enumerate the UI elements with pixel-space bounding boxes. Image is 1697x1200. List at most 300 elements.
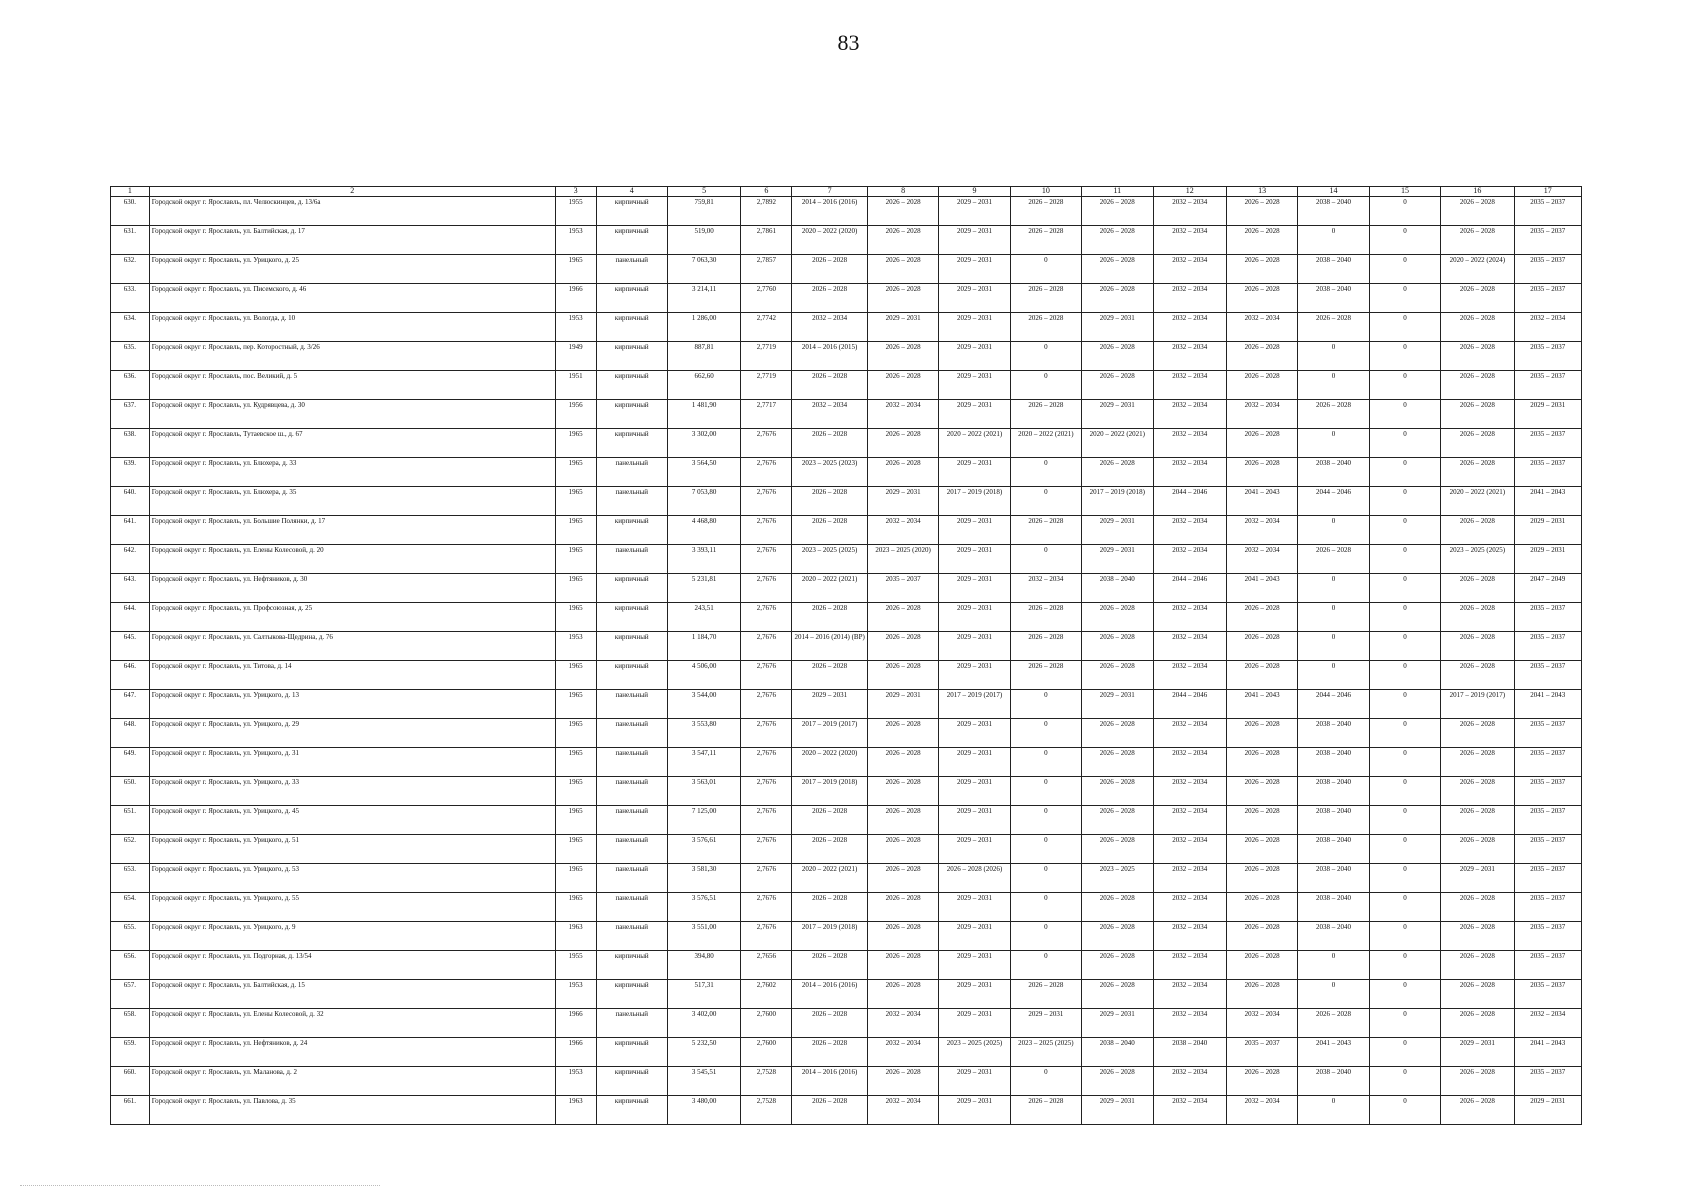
table-cell: 2026 – 2028 <box>1226 371 1297 400</box>
table-cell: 2026 – 2028 <box>1010 980 1081 1009</box>
table-row <box>111 1067 1582 1096</box>
address-cell: Городской округ г. Ярославль, ул. Блюхера, д. 35 <box>149 487 555 516</box>
table-cell: 2026 – 2028 <box>1441 429 1514 458</box>
table-cell: 1965 <box>555 429 596 458</box>
table-cell: 2020 – 2022 (2021) <box>792 864 867 893</box>
table-cell: 2029 – 2031 <box>939 603 1010 632</box>
table-cell: 3 551,00 <box>667 922 740 951</box>
table-cell: 0 <box>1369 313 1440 342</box>
table-cell: 2032 – 2034 <box>867 1009 938 1038</box>
address-cell: Городской округ г. Ярославль, ул. Урицкого, д. 45 <box>149 806 555 835</box>
table-cell: 0 <box>1010 719 1081 748</box>
table-cell: 2032 – 2034 <box>1153 516 1226 545</box>
table-cell: кирпичный <box>596 342 667 371</box>
table-cell: 0 <box>1298 980 1369 1009</box>
table-cell: 2026 – 2028 <box>1082 777 1153 806</box>
table-cell: кирпичный <box>596 313 667 342</box>
row-number-cell: 658. <box>111 1009 150 1038</box>
table-cell: 2026 – 2028 <box>867 748 938 777</box>
table-cell: 2029 – 2031 <box>939 1009 1010 1038</box>
table-cell: 2,7602 <box>741 980 792 1009</box>
table-row <box>111 226 1582 255</box>
table-cell: 2020 – 2022 (2021) <box>1441 487 1514 516</box>
table-cell: 2026 – 2028 <box>1226 719 1297 748</box>
table-cell: 0 <box>1369 487 1440 516</box>
table-cell: 2032 – 2034 <box>867 400 938 429</box>
table-cell: 1965 <box>555 777 596 806</box>
table-cell: 2026 – 2028 <box>792 516 867 545</box>
table-cell: панельный <box>596 864 667 893</box>
table-cell: 0 <box>1298 516 1369 545</box>
table-cell: 2026 – 2028 <box>1082 1067 1153 1096</box>
table-row <box>111 1038 1582 1067</box>
table-cell: 2032 – 2034 <box>792 400 867 429</box>
table-cell: 2035 – 2037 <box>1514 632 1581 661</box>
address-cell: Городской округ г. Ярославль, пер. Которостный, д. 3/26 <box>149 342 555 371</box>
table-cell: 2,7861 <box>741 226 792 255</box>
table-cell: 2,7676 <box>741 922 792 951</box>
table-cell: 2032 – 2034 <box>867 516 938 545</box>
table-cell: 1 481,90 <box>667 400 740 429</box>
table-row <box>111 429 1582 458</box>
table-cell: 2026 – 2028 <box>1226 429 1297 458</box>
table-cell: 2041 – 2043 <box>1298 1038 1369 1067</box>
table-cell: 1949 <box>555 342 596 371</box>
table-cell: 2026 – 2028 <box>1226 864 1297 893</box>
column-header-9: 9 <box>939 187 1010 197</box>
table-cell: 2026 – 2028 <box>867 661 938 690</box>
table-cell: 2,7892 <box>741 197 792 226</box>
table-cell: 2032 – 2034 <box>1153 284 1226 313</box>
table-cell: 2026 – 2028 <box>1082 342 1153 371</box>
row-number-cell: 649. <box>111 748 150 777</box>
table-cell: 2026 – 2028 <box>1226 226 1297 255</box>
table-cell: 2026 – 2028 <box>1226 893 1297 922</box>
table-cell: 0 <box>1010 893 1081 922</box>
table-cell: 2026 – 2028 <box>1441 1067 1514 1096</box>
row-number-cell: 635. <box>111 342 150 371</box>
table-cell: 2026 – 2028 <box>1226 951 1297 980</box>
table-cell: 2023 – 2025 (2025) <box>939 1038 1010 1067</box>
table-cell: 2,7857 <box>741 255 792 284</box>
table-cell: 1965 <box>555 545 596 574</box>
table-cell: 0 <box>1010 458 1081 487</box>
table-cell: 2017 – 2019 (2018) <box>939 487 1010 516</box>
table-cell: 2026 – 2028 <box>867 371 938 400</box>
table-cell: 2026 – 2028 <box>1082 632 1153 661</box>
table-cell: 0 <box>1369 371 1440 400</box>
table-cell: 2038 – 2040 <box>1082 1038 1153 1067</box>
table-row <box>111 197 1582 226</box>
table-cell: 0 <box>1369 893 1440 922</box>
table-cell: 2026 – 2028 <box>1226 1067 1297 1096</box>
address-cell: Городской округ г. Ярославль, ул. Урицкого, д. 29 <box>149 719 555 748</box>
table-cell: 0 <box>1369 1096 1440 1125</box>
table-cell: 2044 – 2046 <box>1153 574 1226 603</box>
table-cell: 2026 – 2028 <box>1226 632 1297 661</box>
table-cell: 3 545,51 <box>667 1067 740 1096</box>
table-cell: 2038 – 2040 <box>1298 835 1369 864</box>
table-cell: 2032 – 2034 <box>1153 313 1226 342</box>
table-cell: 2017 – 2019 (2017) <box>792 719 867 748</box>
table-cell: 2032 – 2034 <box>1153 1096 1226 1125</box>
row-number-cell: 634. <box>111 313 150 342</box>
table-cell: 2026 – 2028 <box>1082 835 1153 864</box>
table-cell: панельный <box>596 893 667 922</box>
table-cell: панельный <box>596 835 667 864</box>
address-cell: Городской округ г. Ярославль, ул. Урицкого, д. 31 <box>149 748 555 777</box>
table-cell: 4 468,80 <box>667 516 740 545</box>
table-cell: 0 <box>1369 197 1440 226</box>
table-cell: 2026 – 2028 <box>867 922 938 951</box>
table-cell: 3 576,61 <box>667 835 740 864</box>
table-cell: 519,00 <box>667 226 740 255</box>
table-cell: 2044 – 2046 <box>1153 690 1226 719</box>
table-cell: 2,7676 <box>741 748 792 777</box>
table-cell: 2032 – 2034 <box>1153 748 1226 777</box>
table-cell: 2020 – 2022 (2020) <box>792 748 867 777</box>
table-cell: 2032 – 2034 <box>1153 226 1226 255</box>
address-cell: Городской округ г. Ярославль, ул. Урицкого, д. 53 <box>149 864 555 893</box>
table-cell: 1965 <box>555 690 596 719</box>
column-header-8: 8 <box>867 187 938 197</box>
address-cell: Городской округ г. Ярославль, ул. Балтийская, д. 15 <box>149 980 555 1009</box>
table-cell: 2032 – 2034 <box>1153 951 1226 980</box>
row-number-cell: 646. <box>111 661 150 690</box>
table-cell: 0 <box>1369 226 1440 255</box>
table-cell: 3 563,01 <box>667 777 740 806</box>
table-cell: 0 <box>1010 864 1081 893</box>
table-cell: 2032 – 2034 <box>1153 922 1226 951</box>
table-cell: 0 <box>1369 661 1440 690</box>
table-cell: 2017 – 2019 (2018) <box>1082 487 1153 516</box>
table-cell: 2032 – 2034 <box>1514 313 1581 342</box>
table-cell: 2017 – 2019 (2018) <box>792 777 867 806</box>
table-cell: 2026 – 2028 <box>1010 197 1081 226</box>
row-number-cell: 641. <box>111 516 150 545</box>
table-row <box>111 719 1582 748</box>
table-row <box>111 632 1582 661</box>
table-cell: 1965 <box>555 719 596 748</box>
table-cell: 2029 – 2031 <box>939 400 1010 429</box>
table-row <box>111 545 1582 574</box>
table-cell: 2035 – 2037 <box>1514 864 1581 893</box>
column-header-16: 16 <box>1441 187 1514 197</box>
table-cell: 2,7676 <box>741 690 792 719</box>
table-cell: 2029 – 2031 <box>939 806 1010 835</box>
table-row <box>111 1009 1582 1038</box>
row-number-cell: 643. <box>111 574 150 603</box>
table-cell: 0 <box>1369 400 1440 429</box>
table-cell: 0 <box>1369 255 1440 284</box>
table-cell: 0 <box>1010 690 1081 719</box>
table-cell: 0 <box>1298 1096 1369 1125</box>
table-cell: 2,7676 <box>741 864 792 893</box>
table-cell: кирпичный <box>596 516 667 545</box>
table-cell: 2038 – 2040 <box>1153 1038 1226 1067</box>
table-cell: 2035 – 2037 <box>1514 806 1581 835</box>
table-cell: 2029 – 2031 <box>939 342 1010 371</box>
table-cell: 0 <box>1010 371 1081 400</box>
address-cell: Городской округ г. Ярославль, ул. Кудрявцева, д. 30 <box>149 400 555 429</box>
table-cell: 2026 – 2028 <box>1298 400 1369 429</box>
table-row <box>111 603 1582 632</box>
table-cell: 2047 – 2049 <box>1514 574 1581 603</box>
table-cell: 3 480,00 <box>667 1096 740 1125</box>
table-cell: 0 <box>1010 951 1081 980</box>
table-cell: 3 302,00 <box>667 429 740 458</box>
table-cell: 2026 – 2028 <box>792 603 867 632</box>
table-cell: 2026 – 2028 <box>1082 226 1153 255</box>
table-cell: 2023 – 2025 (2025) <box>792 545 867 574</box>
table-cell: 1966 <box>555 284 596 313</box>
table-cell: 1953 <box>555 226 596 255</box>
table-cell: 2026 – 2028 <box>1441 748 1514 777</box>
table-cell: 2026 – 2028 <box>1441 632 1514 661</box>
table-cell: 2026 – 2028 <box>1226 777 1297 806</box>
table-cell: 1 286,00 <box>667 313 740 342</box>
table-cell: 2029 – 2031 <box>939 516 1010 545</box>
table-cell: 2026 – 2028 <box>1010 632 1081 661</box>
table-cell: 2026 – 2028 <box>1082 371 1153 400</box>
table-cell: 2029 – 2031 <box>1082 1009 1153 1038</box>
column-header-2: 2 <box>149 187 555 197</box>
address-cell: Городской округ г. Ярославль, ул. Профсоюзная, д. 25 <box>149 603 555 632</box>
table-cell: 2026 – 2028 <box>792 487 867 516</box>
table-cell: 2017 – 2019 (2017) <box>1441 690 1514 719</box>
table-cell: 2029 – 2031 <box>939 661 1010 690</box>
table-cell: 2,7676 <box>741 806 792 835</box>
table-cell: 1963 <box>555 922 596 951</box>
table-cell: 2026 – 2028 <box>792 661 867 690</box>
table-cell: 0 <box>1369 980 1440 1009</box>
table-row <box>111 255 1582 284</box>
address-cell: Городской округ г. Ярославль, ул. Нефтяников, д. 30 <box>149 574 555 603</box>
row-number-cell: 631. <box>111 226 150 255</box>
column-header-17: 17 <box>1514 187 1581 197</box>
table-cell: 1953 <box>555 980 596 1009</box>
table-cell: 2029 – 2031 <box>939 371 1010 400</box>
table-cell: 2026 – 2028 <box>1441 197 1514 226</box>
table-cell: 2014 – 2016 (2016) <box>792 1067 867 1096</box>
table-cell: 2038 – 2040 <box>1298 922 1369 951</box>
table-cell: 2026 – 2028 <box>1082 719 1153 748</box>
table-row <box>111 748 1582 777</box>
column-header-12: 12 <box>1153 187 1226 197</box>
table-cell: 2026 – 2028 <box>1441 400 1514 429</box>
table-cell: 0 <box>1369 777 1440 806</box>
table-cell: 1965 <box>555 893 596 922</box>
table-cell: 2032 – 2034 <box>1226 516 1297 545</box>
address-cell: Городской округ г. Ярославль, ул. Маланова, д. 2 <box>149 1067 555 1096</box>
table-cell: 1965 <box>555 603 596 632</box>
table-cell: 1955 <box>555 951 596 980</box>
table-cell: 2035 – 2037 <box>1514 226 1581 255</box>
table-cell: 2032 – 2034 <box>792 313 867 342</box>
table-cell: 2026 – 2028 <box>867 255 938 284</box>
table-cell: 1 184,70 <box>667 632 740 661</box>
table-cell: 2026 – 2028 <box>1441 371 1514 400</box>
table-cell: 2035 – 2037 <box>1514 342 1581 371</box>
table-cell: 2026 – 2028 <box>1441 922 1514 951</box>
table-row <box>111 516 1582 545</box>
table-cell: 2038 – 2040 <box>1298 777 1369 806</box>
table-cell: 2029 – 2031 <box>1082 400 1153 429</box>
table-cell: 2035 – 2037 <box>1514 835 1581 864</box>
table-cell: 2,7676 <box>741 429 792 458</box>
table-cell: 1963 <box>555 1096 596 1125</box>
table-cell: 3 214,11 <box>667 284 740 313</box>
row-number-cell: 637. <box>111 400 150 429</box>
table-cell: 1966 <box>555 1038 596 1067</box>
table-cell: 0 <box>1298 371 1369 400</box>
table-cell: 2032 – 2034 <box>1153 777 1226 806</box>
address-cell: Городской округ г. Ярославль, ул. Большие Полянки, д. 17 <box>149 516 555 545</box>
table-cell: 2044 – 2046 <box>1153 487 1226 516</box>
table-cell: 2,7600 <box>741 1009 792 1038</box>
table-cell: 1951 <box>555 371 596 400</box>
table-cell: 3 547,11 <box>667 748 740 777</box>
table-cell: кирпичный <box>596 1067 667 1096</box>
table-cell: 2026 – 2028 <box>867 197 938 226</box>
column-header-14: 14 <box>1298 187 1369 197</box>
table-cell: 2,7676 <box>741 893 792 922</box>
table-cell: кирпичный <box>596 661 667 690</box>
table-cell: 2029 – 2031 <box>939 284 1010 313</box>
table-cell: 1965 <box>555 806 596 835</box>
address-cell: Городской округ г. Ярославль, ул. Елены Колесовой, д. 20 <box>149 545 555 574</box>
table-row <box>111 574 1582 603</box>
table-row <box>111 835 1582 864</box>
table-cell: 0 <box>1369 922 1440 951</box>
table-cell: 2029 – 2031 <box>939 719 1010 748</box>
table-cell: кирпичный <box>596 574 667 603</box>
column-header-7: 7 <box>792 187 867 197</box>
table-cell: 2035 – 2037 <box>1514 429 1581 458</box>
table-cell: 2032 – 2034 <box>867 1096 938 1125</box>
table-cell: 2032 – 2034 <box>1153 1067 1226 1096</box>
table-row <box>111 777 1582 806</box>
address-cell: Городской округ г. Ярославль, ул. Подгорная, д. 13/54 <box>149 951 555 980</box>
table-cell: 2026 – 2028 <box>1082 197 1153 226</box>
table-cell: 0 <box>1298 603 1369 632</box>
address-cell: Городской округ г. Ярославль, ул. Урицкого, д. 55 <box>149 893 555 922</box>
table-cell: 0 <box>1369 748 1440 777</box>
table-cell: 2026 – 2028 (2026) <box>939 864 1010 893</box>
table-row <box>111 458 1582 487</box>
table-cell: 1966 <box>555 1009 596 1038</box>
table-cell: панельный <box>596 487 667 516</box>
table-cell: 2026 – 2028 <box>1082 661 1153 690</box>
table-cell: 517,31 <box>667 980 740 1009</box>
column-header-1: 1 <box>111 187 150 197</box>
table-cell: 0 <box>1369 690 1440 719</box>
table-cell: 2026 – 2028 <box>1441 893 1514 922</box>
table-cell: 243,51 <box>667 603 740 632</box>
table-cell: 759,81 <box>667 197 740 226</box>
table-cell: 2038 – 2040 <box>1298 864 1369 893</box>
table-cell: 2026 – 2028 <box>1010 313 1081 342</box>
table-cell: 0 <box>1369 1038 1440 1067</box>
table-cell: 1965 <box>555 835 596 864</box>
table-cell: 0 <box>1010 545 1081 574</box>
table-cell: 2026 – 2028 <box>867 719 938 748</box>
table-cell: 2026 – 2028 <box>1298 1009 1369 1038</box>
table-cell: 2038 – 2040 <box>1298 893 1369 922</box>
table-cell: 2,7676 <box>741 835 792 864</box>
table-cell: 2038 – 2040 <box>1298 255 1369 284</box>
table-cell: 2026 – 2028 <box>1082 951 1153 980</box>
table-cell: 2032 – 2034 <box>1153 545 1226 574</box>
table-cell: кирпичный <box>596 226 667 255</box>
table-cell: 2026 – 2028 <box>1441 980 1514 1009</box>
table-cell: 2026 – 2028 <box>1082 893 1153 922</box>
table-cell: 2041 – 2043 <box>1514 1038 1581 1067</box>
table-cell: 2026 – 2028 <box>1441 313 1514 342</box>
table-cell: 3 576,51 <box>667 893 740 922</box>
table-cell: 2026 – 2028 <box>792 893 867 922</box>
table-cell: 5 231,81 <box>667 574 740 603</box>
table-cell: 2026 – 2028 <box>1226 748 1297 777</box>
row-number-cell: 639. <box>111 458 150 487</box>
table-cell: 2026 – 2028 <box>867 429 938 458</box>
table-cell: 2026 – 2028 <box>1226 284 1297 313</box>
row-number-cell: 655. <box>111 922 150 951</box>
table-cell: 0 <box>1298 342 1369 371</box>
table-cell: 2032 – 2034 <box>1153 806 1226 835</box>
table-cell: 2026 – 2028 <box>1082 806 1153 835</box>
table-cell: 2038 – 2040 <box>1298 1067 1369 1096</box>
table-cell: 2032 – 2034 <box>1226 313 1297 342</box>
table-cell: 2029 – 2031 <box>939 1067 1010 1096</box>
table-cell: кирпичный <box>596 980 667 1009</box>
row-number-cell: 642. <box>111 545 150 574</box>
row-number-cell: 657. <box>111 980 150 1009</box>
table-cell: 2035 – 2037 <box>867 574 938 603</box>
table-cell: 0 <box>1369 835 1440 864</box>
table-cell: 2,7676 <box>741 661 792 690</box>
row-number-cell: 647. <box>111 690 150 719</box>
table-cell: кирпичный <box>596 400 667 429</box>
table-cell: 2020 – 2022 (2021) <box>1010 429 1081 458</box>
table-cell: 2035 – 2037 <box>1514 777 1581 806</box>
table-cell: 2029 – 2031 <box>939 980 1010 1009</box>
table-cell: 0 <box>1010 806 1081 835</box>
table-cell: 2026 – 2028 <box>792 806 867 835</box>
table-cell: панельный <box>596 458 667 487</box>
table-cell: 2032 – 2034 <box>1514 1009 1581 1038</box>
table-cell: 3 581,30 <box>667 864 740 893</box>
table-cell: 2029 – 2031 <box>1441 864 1514 893</box>
table-cell: 2026 – 2028 <box>1441 516 1514 545</box>
table-cell: 2014 – 2016 (2016) <box>792 197 867 226</box>
table-cell: 2014 – 2016 (2014) (ВР) <box>792 632 867 661</box>
table-cell: 2029 – 2031 <box>1082 1096 1153 1125</box>
table-row <box>111 400 1582 429</box>
table-cell: 2,7742 <box>741 313 792 342</box>
table-cell: 2038 – 2040 <box>1298 458 1369 487</box>
row-number-cell: 652. <box>111 835 150 864</box>
table-cell: панельный <box>596 255 667 284</box>
address-cell: Городской округ г. Ярославль, ул. Титова, д. 14 <box>149 661 555 690</box>
column-header-4: 4 <box>596 187 667 197</box>
table-cell: 2032 – 2034 <box>1153 400 1226 429</box>
table-cell: 2026 – 2028 <box>867 1067 938 1096</box>
table-cell: 0 <box>1298 574 1369 603</box>
table-cell: 1953 <box>555 1067 596 1096</box>
table-cell: 2035 – 2037 <box>1514 1067 1581 1096</box>
table-cell: 2,7760 <box>741 284 792 313</box>
